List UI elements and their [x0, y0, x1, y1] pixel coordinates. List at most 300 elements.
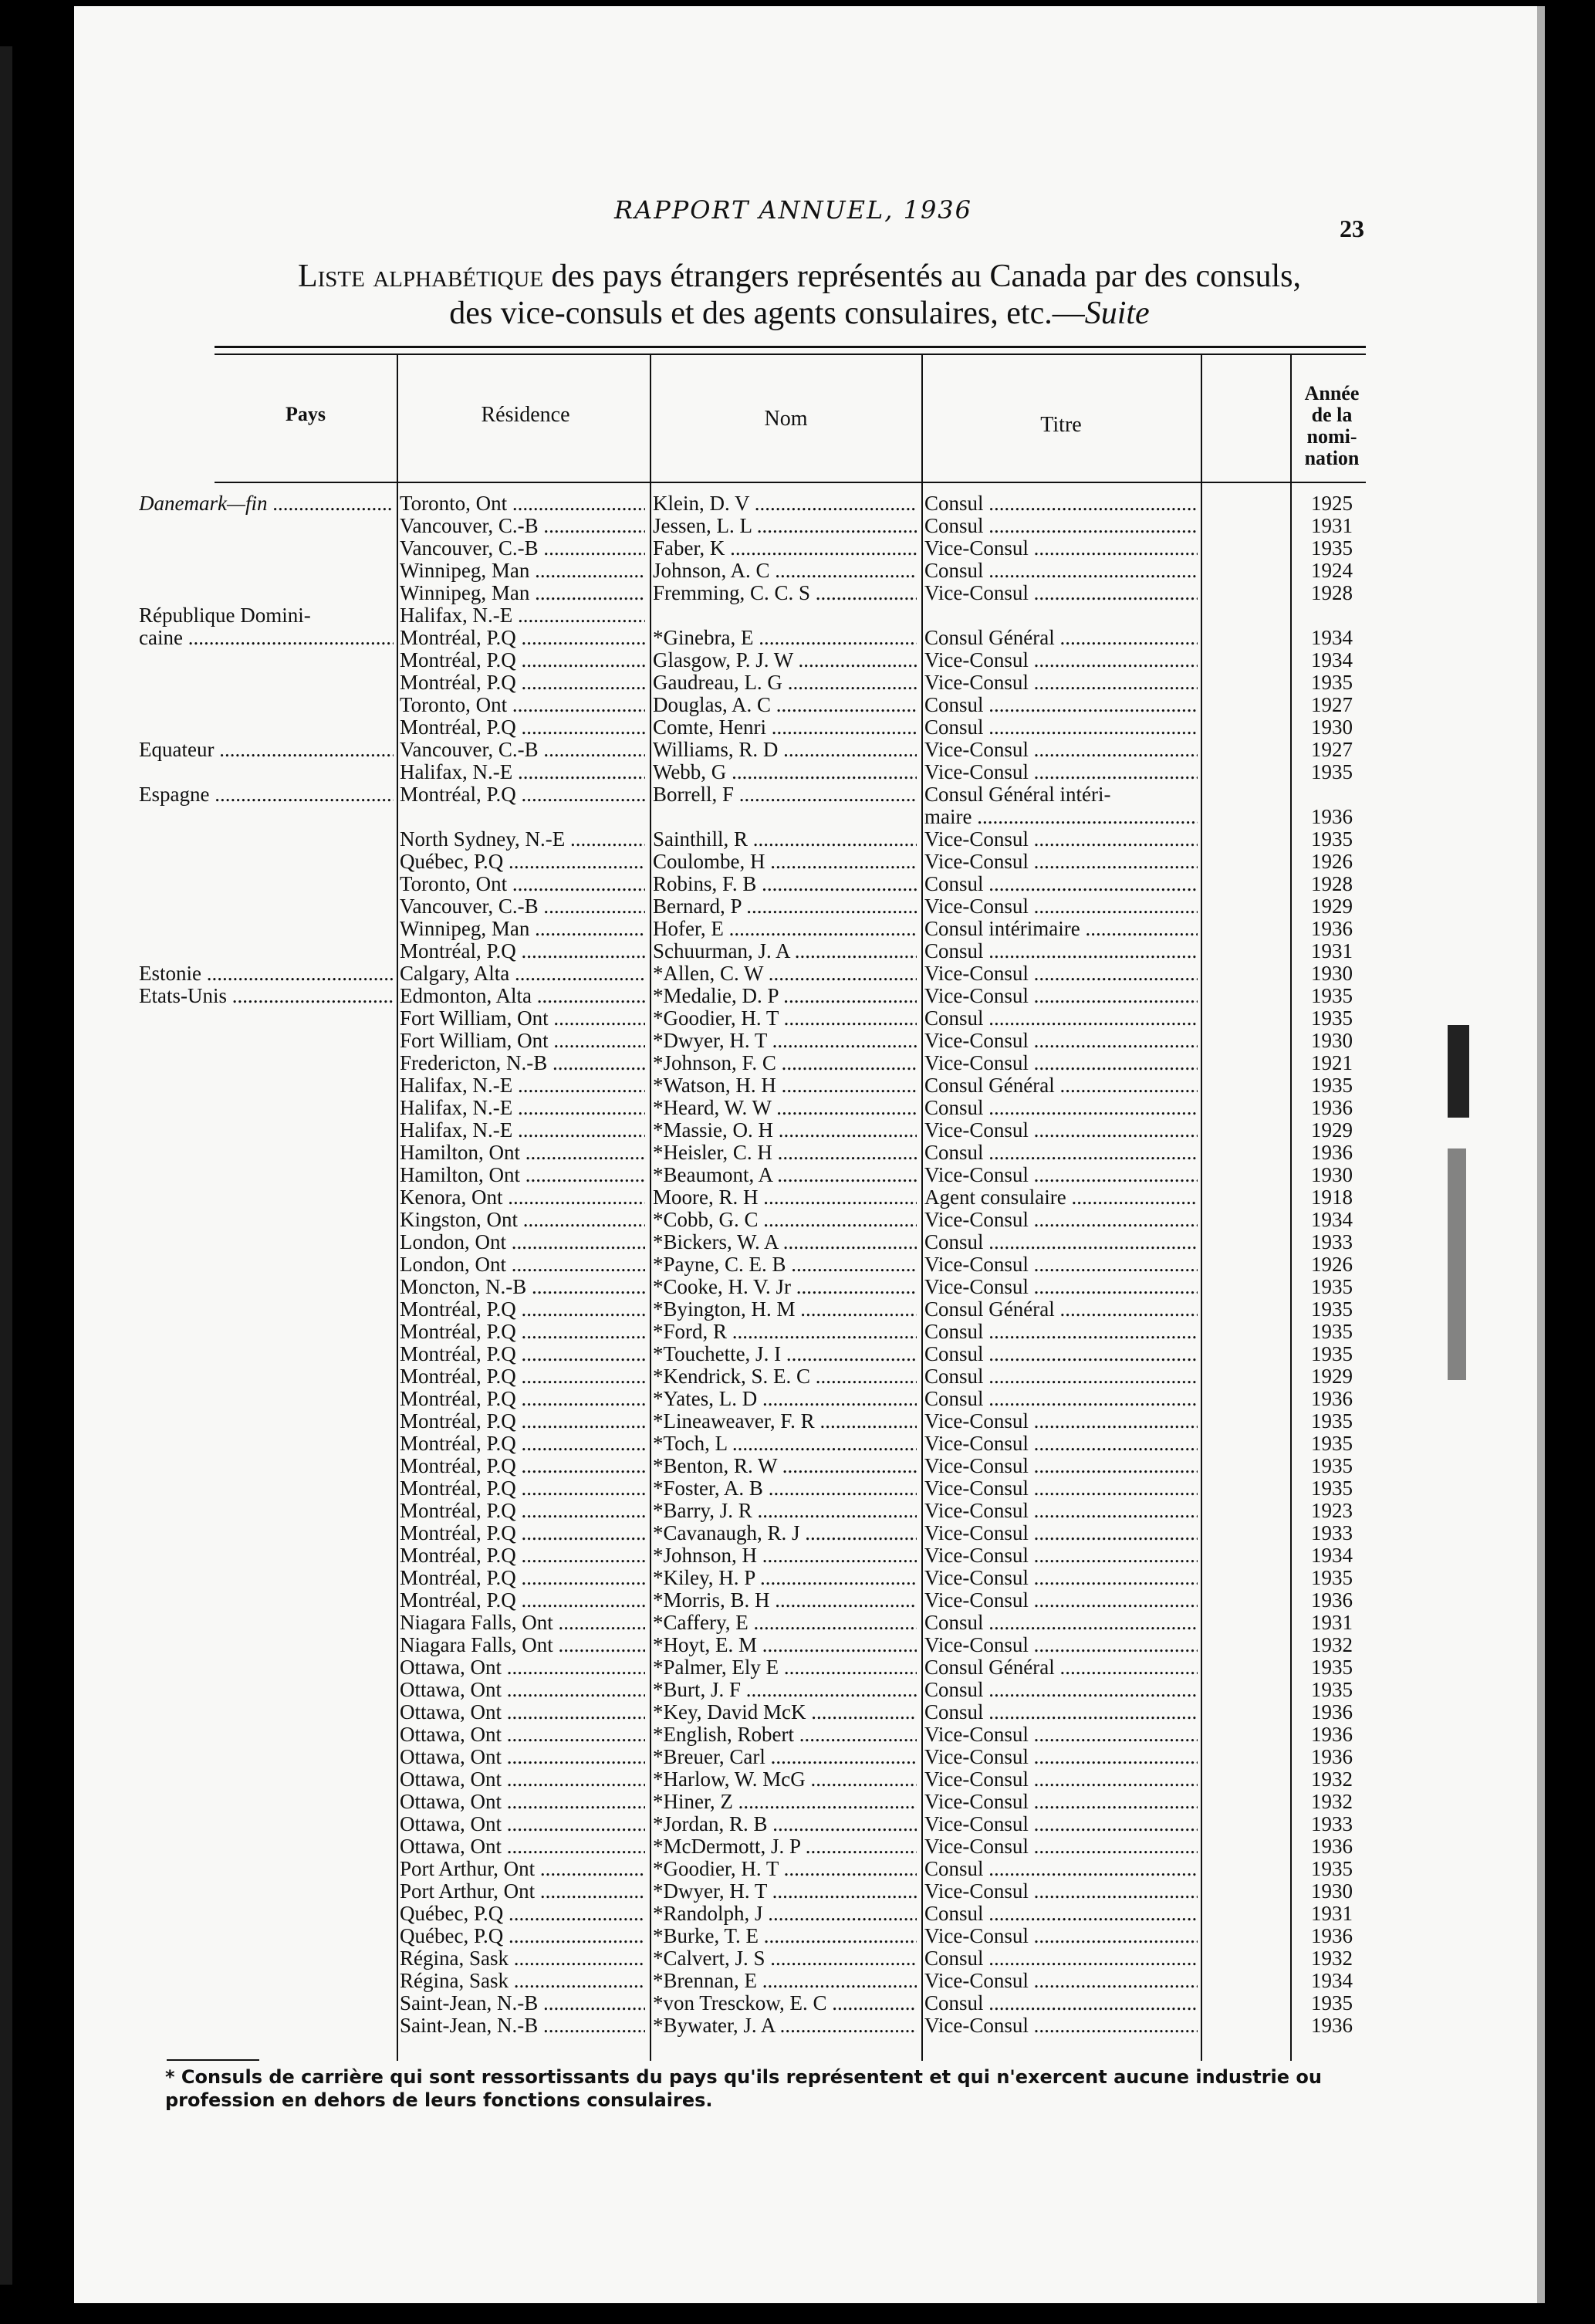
cell-titre: [924, 1253, 1198, 1276]
cell-annee: [1293, 694, 1370, 716]
cell-annee: [1293, 1388, 1370, 1410]
cell-residence: [400, 1142, 645, 1164]
cell-residence: [400, 1433, 645, 1455]
cell-annee-text: 1929: [1311, 1119, 1353, 1142]
cell-residence: [400, 1209, 645, 1231]
cell-residence-text: Ottawa, Ont: [400, 1724, 502, 1746]
cell-residence: [400, 694, 645, 716]
cell-residence-text: Halifax, N.-E: [400, 1119, 513, 1142]
cell-nom: [653, 1030, 917, 1052]
cell-annee-text: 1935: [1311, 1567, 1353, 1589]
cell-titre: [924, 1097, 1198, 1119]
cell-titre-text: Consul Général: [924, 1298, 1055, 1321]
table-row: [74, 1164, 1545, 1186]
cell-annee: [1293, 1992, 1370, 2014]
cell-nom: [653, 649, 917, 671]
cell-titre: [924, 1813, 1198, 1835]
cell-nom: [653, 1679, 917, 1701]
cell-nom: [653, 1186, 917, 1209]
cell-residence: [400, 1880, 645, 1903]
cell-residence: [400, 1947, 645, 1970]
cell-nom: [653, 1858, 917, 1880]
table-row: [74, 649, 1545, 671]
table-row: [74, 1276, 1545, 1298]
cell-titre-text: Consul: [924, 1007, 984, 1030]
cell-annee-text: 1936: [1311, 1589, 1353, 1612]
cell-residence: [400, 828, 645, 851]
cell-nom-text: *Johnson, H: [653, 1544, 758, 1567]
cell-annee-text: 1933: [1311, 1813, 1353, 1835]
cell-residence-text: Montréal, P.Q: [400, 671, 516, 694]
table-row: [74, 1321, 1545, 1343]
cell-nom-text: *Harlow, W. McG: [653, 1768, 806, 1791]
cell-titre-text: Vice-Consul: [924, 1835, 1029, 1858]
cell-nom: [653, 537, 917, 560]
cell-titre-text: Consul: [924, 1097, 984, 1119]
footnote: * Consuls de carrière qui sont ressortissants du pays qu'ils représentent et qui n'exercent aucune industrie ou profession en dehors de leurs fonctions consulaires.: [165, 2066, 1322, 2111]
cell-annee: [1293, 1925, 1370, 1947]
cell-annee: [1293, 1858, 1370, 1880]
cell-titre-text: Vice-Consul: [924, 537, 1029, 560]
cell-annee-text: 1928: [1311, 873, 1353, 895]
cell-annee-text: 1929: [1311, 895, 1353, 918]
cell-annee: [1293, 1880, 1370, 1903]
cell-titre-text: Consul: [924, 873, 984, 895]
cell-nom: [653, 1433, 917, 1455]
cell-residence-text: Hamilton, Ont: [400, 1142, 520, 1164]
cell-residence-text: Montréal, P.Q: [400, 627, 516, 649]
cell-annee-text: 1936: [1311, 1925, 1353, 1947]
cell-nom-text: *Yates, L. D: [653, 1388, 758, 1410]
table-row: [74, 1679, 1545, 1701]
table-row: [74, 1410, 1545, 1433]
cell-annee: [1293, 1813, 1370, 1835]
cell-titre: [924, 1589, 1198, 1612]
cell-titre-text: Consul Général: [924, 627, 1055, 649]
cell-titre-text: Vice-Consul: [924, 1209, 1029, 1231]
cell-nom-text: Gaudreau, L. G: [653, 671, 782, 694]
cell-nom-text: *Bickers, W. A: [653, 1231, 779, 1253]
cell-annee: [1293, 1679, 1370, 1701]
cell-nom-text: Fremming, C. C. S: [653, 582, 811, 604]
cell-titre: [924, 1433, 1198, 1455]
cell-annee: [1293, 1365, 1370, 1388]
cell-titre-text: Agent consulaire: [924, 1186, 1066, 1209]
cell-annee: [1293, 1321, 1370, 1343]
cell-nom-text: *Goodier, H. T: [653, 1858, 779, 1880]
cell-titre: [924, 1612, 1198, 1634]
cell-annee-text: 1936: [1311, 1724, 1353, 1746]
cell-titre: [924, 1947, 1198, 1970]
cell-annee: [1293, 1007, 1370, 1030]
cell-residence-text: Ottawa, Ont: [400, 1791, 502, 1813]
cell-annee-text: 1936: [1311, 918, 1353, 940]
table-row: [74, 1365, 1545, 1388]
cell-residence: [400, 1567, 645, 1589]
cell-annee-text: 1933: [1311, 1522, 1353, 1544]
cell-annee-text: 1935: [1311, 537, 1353, 560]
cell-nom: [653, 1746, 917, 1768]
cell-residence-text: Halifax, N.-E: [400, 1097, 513, 1119]
cell-nom-text: *Kiley, H. P: [653, 1567, 755, 1589]
cell-nom-text: *Toch, L: [653, 1433, 728, 1455]
cell-annee: [1293, 1433, 1370, 1455]
cell-residence-text: Montréal, P.Q: [400, 1455, 516, 1477]
cell-annee: [1293, 1701, 1370, 1724]
cell-annee-text: 1925: [1311, 492, 1353, 515]
cell-residence-text: Québec, P.Q: [400, 851, 504, 873]
cell-nom-text: *Barry, J. R: [653, 1500, 752, 1522]
country-rep-dom-1-label: République Domini-: [139, 604, 311, 627]
cell-annee: [1293, 649, 1370, 671]
table-row: [74, 739, 1545, 761]
cell-titre-text: Consul: [924, 1858, 984, 1880]
cell-annee: [1293, 560, 1370, 582]
cell-titre-text: Vice-Consul: [924, 739, 1029, 761]
table-top-rule-2: [215, 354, 1366, 355]
cell-nom-text: *Ford, R: [653, 1321, 728, 1343]
cell-titre-text: Vice-Consul: [924, 1253, 1029, 1276]
cell-titre: [924, 1007, 1198, 1030]
cell-nom: [653, 1656, 917, 1679]
cell-nom-text: Glasgow, P. J. W: [653, 649, 793, 671]
cell-annee-text: 1936: [1311, 1388, 1353, 1410]
cell-nom-text: *Calvert, J. S: [653, 1947, 765, 1970]
cell-nom-text: *Medalie, D. P: [653, 985, 779, 1007]
cell-nom-text: Jessen, L. L: [653, 515, 752, 537]
cell-titre: [924, 1231, 1198, 1253]
cell-titre-text: Vice-Consul: [924, 1030, 1029, 1052]
cell-nom: [653, 962, 917, 985]
cell-titre-text: Consul: [924, 716, 984, 739]
cell-nom-text: *Kendrick, S. E. C: [653, 1365, 810, 1388]
cell-titre: [924, 1925, 1198, 1947]
cell-nom-text: *Hoyt, E. M: [653, 1634, 757, 1656]
cell-annee-text: 1930: [1311, 1164, 1353, 1186]
cell-residence-text: Montréal, P.Q: [400, 1433, 516, 1455]
cell-nom: [653, 2014, 917, 2037]
cell-annee: [1293, 1030, 1370, 1052]
cell-annee: [1293, 1343, 1370, 1365]
cell-nom: [653, 1455, 917, 1477]
cell-nom-text: *Heard, W. W: [653, 1097, 772, 1119]
table-row: [74, 895, 1545, 918]
cell-titre-text: Consul: [924, 1947, 984, 1970]
cell-titre-text: Vice-Consul: [924, 2014, 1029, 2037]
cell-residence-text: London, Ont: [400, 1253, 506, 1276]
cell-residence: [400, 627, 645, 649]
cell-nom-text: *Key, David McK: [653, 1701, 806, 1724]
cell-nom: [653, 1522, 917, 1544]
cell-titre: [924, 1970, 1198, 1992]
cell-titre: [924, 671, 1198, 694]
cell-annee: [1293, 940, 1370, 962]
cell-annee: [1293, 1791, 1370, 1813]
cell-residence: [400, 1097, 645, 1119]
cell-nom: [653, 1477, 917, 1500]
cell-annee-text: 1931: [1311, 1903, 1353, 1925]
cell-nom: [653, 873, 917, 895]
cell-titre-text: Consul intérimaire: [924, 918, 1080, 940]
cell-annee: [1293, 1477, 1370, 1500]
table-row: [74, 1209, 1545, 1231]
cell-residence: [400, 895, 645, 918]
cell-titre: [924, 515, 1198, 537]
cell-nom: [653, 1097, 917, 1119]
cell-nom-text: Sainthill, R: [653, 828, 749, 851]
cell-nom: [653, 1074, 917, 1097]
cell-residence-text: Saint-Jean, N.-B: [400, 2014, 539, 2037]
cell-nom-text: Coulombe, H: [653, 851, 765, 873]
cell-annee-text: 1935: [1311, 1992, 1353, 2014]
cell-nom-text: *Brennan, E: [653, 1970, 757, 1992]
cell-nom: [653, 1925, 917, 1947]
cell-residence: [400, 1612, 645, 1634]
cell-annee: [1293, 806, 1370, 828]
cell-residence: [400, 1791, 645, 1813]
cell-titre: [924, 1298, 1198, 1321]
cell-nom-text: Robins, F. B: [653, 873, 757, 895]
cell-residence-text: Halifax, N.-E: [400, 1074, 513, 1097]
cell-titre: [924, 962, 1198, 985]
cell-residence-text: Montréal, P.Q: [400, 1410, 516, 1433]
cell-annee-text: 1934: [1311, 1209, 1353, 1231]
cell-titre-text: Vice-Consul: [924, 1925, 1029, 1947]
cell-titre: [924, 783, 1198, 806]
cell-residence: [400, 1410, 645, 1433]
cell-nom: [653, 694, 917, 716]
cell-titre: [924, 1791, 1198, 1813]
cell-residence-text: London, Ont: [400, 1231, 506, 1253]
cell-annee-text: 1935: [1311, 1276, 1353, 1298]
cell-titre-text: Vice-Consul: [924, 1410, 1029, 1433]
cell-residence: [400, 492, 645, 515]
cell-annee-text: 1935: [1311, 1343, 1353, 1365]
cell-nom: [653, 627, 917, 649]
table-row: [74, 828, 1545, 851]
table-row: [74, 1746, 1545, 1768]
cell-residence-text: Fredericton, N.-B: [400, 1052, 548, 1074]
cell-nom-text: Bernard, P: [653, 895, 742, 918]
cell-residence-text: Ottawa, Ont: [400, 1701, 502, 1724]
cell-annee: [1293, 671, 1370, 694]
cell-annee-text: 1935: [1311, 761, 1353, 783]
table-row: [74, 2014, 1545, 2037]
cell-nom-text: *Massie, O. H: [653, 1119, 773, 1142]
cell-residence-text: Niagara Falls, Ont: [400, 1634, 553, 1656]
cell-nom: [653, 1903, 917, 1925]
cell-titre-text: Consul Général: [924, 1656, 1055, 1679]
cell-residence-text: Ottawa, Ont: [400, 1656, 502, 1679]
cell-nom-text: *English, Robert: [653, 1724, 794, 1746]
cell-annee: [1293, 985, 1370, 1007]
cell-titre-text: Vice-Consul: [924, 851, 1029, 873]
cell-nom: [653, 1410, 917, 1433]
cell-nom-text: *Lineaweaver, F. R: [653, 1410, 815, 1433]
cell-nom-text: *Benton, R. W: [653, 1455, 778, 1477]
header-bottom-rule: [215, 482, 1366, 483]
country-etats-unis-label: Etats-Unis: [139, 985, 227, 1007]
table-row: [74, 985, 1545, 1007]
cell-residence: [400, 1634, 645, 1656]
cell-titre-text: Consul: [924, 1142, 984, 1164]
cell-annee: [1293, 1544, 1370, 1567]
cell-residence-text: Toronto, Ont: [400, 492, 508, 515]
cell-titre: [924, 1835, 1198, 1858]
cell-titre: [924, 1410, 1198, 1433]
cell-residence-text: Niagara Falls, Ont: [400, 1612, 553, 1634]
cell-nom: [653, 940, 917, 962]
cell-nom: [653, 582, 917, 604]
cell-residence-text: Montréal, P.Q: [400, 716, 516, 739]
cell-residence-text: Montréal, P.Q: [400, 1365, 516, 1388]
col-header-residence: Résidence: [481, 403, 570, 427]
cell-residence: [400, 1343, 645, 1365]
table-top-rule: [215, 346, 1366, 348]
cell-nom: [653, 828, 917, 851]
cell-annee-text: 1935: [1311, 1433, 1353, 1455]
cell-residence: [400, 1253, 645, 1276]
cell-nom-text: *Jordan, R. B: [653, 1813, 768, 1835]
cell-annee: [1293, 1253, 1370, 1276]
cell-titre: [924, 716, 1198, 739]
cell-annee: [1293, 1298, 1370, 1321]
cell-nom-text: *Ginebra, E: [653, 627, 754, 649]
table-row: [74, 1544, 1545, 1567]
cell-residence: [400, 940, 645, 962]
table-row: [74, 1052, 1545, 1074]
title-suite: Suite: [1084, 296, 1150, 331]
cell-nom: [653, 1052, 917, 1074]
cell-nom: [653, 1321, 917, 1343]
table-row: [74, 1724, 1545, 1746]
cell-titre-text: Vice-Consul: [924, 1791, 1029, 1813]
cell-residence: [400, 1992, 645, 2014]
table-row: [74, 1030, 1545, 1052]
cell-residence: [400, 783, 645, 806]
document-page: [74, 6, 1545, 2303]
table-row: [74, 1701, 1545, 1724]
table-row: [74, 940, 1545, 962]
table-row: [74, 1388, 1545, 1410]
table-row: [74, 1343, 1545, 1365]
table-row: [74, 1455, 1545, 1477]
cell-annee: [1293, 828, 1370, 851]
table-row: [74, 873, 1545, 895]
table-title: [213, 258, 1386, 332]
cell-titre-text: Vice-Consul: [924, 1589, 1029, 1612]
cell-titre-text: maire: [924, 806, 972, 828]
cell-residence: [400, 1030, 645, 1052]
cell-titre-text: Vice-Consul: [924, 1276, 1029, 1298]
cell-titre-text: Consul: [924, 1679, 984, 1701]
cell-titre-text: Vice-Consul: [924, 1522, 1029, 1544]
cell-residence-text: Vancouver, C.-B: [400, 739, 539, 761]
scan-artifact: [1448, 1025, 1469, 1118]
cell-titre: [924, 1276, 1198, 1298]
cell-residence: [400, 1746, 645, 1768]
title-line2: des vice-consuls et des agents consulaires, etc.—: [449, 296, 1085, 331]
cell-nom: [653, 783, 917, 806]
cell-titre: [924, 1656, 1198, 1679]
table-row: [74, 806, 1545, 828]
cell-residence-text: Vancouver, C.-B: [400, 537, 539, 560]
cell-titre: [924, 1030, 1198, 1052]
cell-residence: [400, 1052, 645, 1074]
cell-titre: [924, 492, 1198, 515]
cell-titre: [924, 806, 1198, 828]
cell-titre-text: Vice-Consul: [924, 582, 1029, 604]
cell-residence: [400, 1589, 645, 1612]
cell-residence-text: Fort William, Ont: [400, 1030, 549, 1052]
cell-annee-text: 1930: [1311, 962, 1353, 985]
scan-edge-strip: [0, 46, 12, 2285]
cell-titre-text: Vice-Consul: [924, 985, 1029, 1007]
cell-residence-text: Régina, Sask: [400, 1970, 509, 1992]
cell-titre-text: Consul Général intéri-: [924, 783, 1111, 806]
table-row: [74, 1433, 1545, 1455]
cell-annee-text: 1934: [1311, 1544, 1353, 1567]
cell-residence-text: Calgary, Alta: [400, 962, 510, 985]
cell-annee: [1293, 537, 1370, 560]
cell-residence: [400, 1925, 645, 1947]
cell-titre-text: Vice-Consul: [924, 1724, 1029, 1746]
cell-titre: [924, 1477, 1198, 1500]
cell-annee: [1293, 873, 1370, 895]
cell-titre: [924, 940, 1198, 962]
cell-residence: [400, 515, 645, 537]
table-row: [74, 1903, 1545, 1925]
cell-annee: [1293, 1410, 1370, 1433]
table-row: [74, 1880, 1545, 1903]
table-row: [74, 1947, 1545, 1970]
cell-annee-text: 1930: [1311, 716, 1353, 739]
cell-titre-text: Consul: [924, 1343, 984, 1365]
cell-residence-text: Montréal, P.Q: [400, 1321, 516, 1343]
cell-annee: [1293, 1074, 1370, 1097]
cell-annee-text: 1927: [1311, 694, 1353, 716]
cell-annee-text: 1935: [1311, 1298, 1353, 1321]
cell-residence-text: Montréal, P.Q: [400, 783, 516, 806]
cell-residence-text: Montréal, P.Q: [400, 1522, 516, 1544]
cell-titre-text: Vice-Consul: [924, 671, 1029, 694]
cell-titre: [924, 895, 1198, 918]
cell-titre: [924, 1164, 1198, 1186]
cell-titre: [924, 1365, 1198, 1388]
table-row: [74, 1119, 1545, 1142]
table-row: [74, 761, 1545, 783]
cell-annee: [1293, 582, 1370, 604]
col-header-annee: [1293, 383, 1370, 469]
cell-residence: [400, 1477, 645, 1500]
cell-annee: [1293, 895, 1370, 918]
cell-residence: [400, 1276, 645, 1298]
table-row: [74, 1142, 1545, 1164]
cell-residence-text: Montréal, P.Q: [400, 1477, 516, 1500]
cell-nom-text: *Cobb, G. C: [653, 1209, 759, 1231]
cell-annee: [1293, 962, 1370, 985]
cell-residence: [400, 1813, 645, 1835]
cell-residence: [400, 1679, 645, 1701]
title-lead: Liste alphabétique: [297, 259, 544, 294]
table-row: [74, 783, 1545, 806]
cell-annee-text: 1936: [1311, 1746, 1353, 1768]
cell-titre: [924, 1074, 1198, 1097]
table-row: [74, 1097, 1545, 1119]
cell-residence-text: Québec, P.Q: [400, 1925, 504, 1947]
cell-annee-text: 1935: [1311, 1321, 1353, 1343]
cell-titre-text: Consul: [924, 1612, 984, 1634]
